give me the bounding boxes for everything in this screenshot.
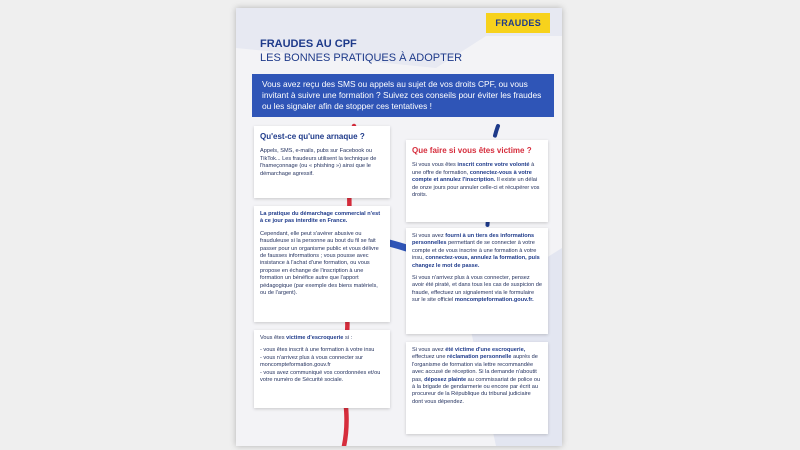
card-what-is-scam xyxy=(254,126,390,198)
card-scam-victim xyxy=(406,342,548,434)
text-fragment: Si vous avez xyxy=(412,233,446,239)
intro-banner: Vous avez reçu des SMS ou appels au sujet de vos droits CPF, ou vous invitant à suivre une formation ? Suivez ces conseils pour éviter les fraudes ou les signaler afin de stopper ces tentatives ! xyxy=(252,74,554,117)
fraud-poster xyxy=(236,8,562,446)
text-fragment: si : xyxy=(343,335,353,341)
page-subtitle: LES BONNES PRATIQUES À ADOPTER xyxy=(260,52,463,64)
text-fragment: Si vous n'arrivez plus à vous connecter, pensez avoir été piraté, et dans tous les cas de suspicion de fraude, effectuez un signalement via le formulaire sur le site officiel xyxy=(412,275,542,304)
section-heading-victim: Que faire si vous êtes victime ? xyxy=(412,146,532,155)
text-fragment: Si vous avez xyxy=(412,347,446,353)
text-fragment: Il existe un délai de onze jours pour annuler celle-ci et récupérer vos droits. xyxy=(412,177,540,199)
bullet-item: - vous n'arrivez plus à vous connecter sur moncompteformation.gouv.fr xyxy=(260,354,364,369)
text-fragment: permettant de se connecter à votre compte et de vous inscrire à une formation à votre insu, xyxy=(412,240,537,262)
text-fragment: à une offre de formation, xyxy=(412,162,535,176)
fraudes-badge: FRAUDES xyxy=(486,13,550,33)
text-fragment: effectuez une xyxy=(412,354,448,361)
card-bold-text: La pratique du démarchage commercial n'est à ce jour pas interdite en France. xyxy=(260,211,381,225)
bullet-item: - vous avez communiqué vos coordonnées et/ou votre numéro de Sécurité sociale. xyxy=(260,369,381,384)
page-title: FRAUDES AU CPF xyxy=(260,38,357,50)
bullet-item: - vous êtes inscrit à une formation à votre insu xyxy=(260,347,375,354)
text-fragment: au commissariat de police ou à la brigade de gendarmerie ou encore par écrit au procureur de la République du tribunal judiciaire dont vous dépendez. xyxy=(412,376,541,405)
bold-fragment: fourni à un tiers des informations personnelles xyxy=(412,233,535,247)
card-victim-criteria xyxy=(254,330,390,408)
bold-fragment: été victime d'une escroquerie, xyxy=(445,347,526,353)
text-fragment: Si vous vous êtes xyxy=(412,162,458,169)
bold-fragment: déposez plainte xyxy=(424,376,467,383)
card-text: Cependant, elle peut s'avérer abusive ou frauduleuse si la personne au bout du fil se fait passer pour un organisme public et vous délivre de fausses informations ; vous pousse avec insistance à l'achat d'une formation, ou vous propose en échange de l'inscription à une formation un bénéfice autre que l'apport pédagogique (par exemple des biens matériels, ou de l'argent). xyxy=(260,230,379,297)
bold-fragment: connectez-vous à votre compte et annulez l'inscription. xyxy=(412,169,532,184)
text-fragment: auprès de l'organisme de formation via lettre recommandée avec accusé de réception. Si la demande n'aboutit pas, xyxy=(412,354,538,383)
card-what-to-do xyxy=(406,140,548,222)
bold-fragment: inscrit contre votre volonté xyxy=(457,162,530,169)
bold-fragment: connectez-vous, annulez la formation, puis changez le mot de passe. xyxy=(412,255,540,269)
card-text: Appels, SMS, e-mails, pubs sur Facebook ou TikTok... Les fraudeurs utilisent la technique de l'hameçonnage (ou « phishing ») ainsi que le démarchage agressif. xyxy=(260,148,377,177)
card-personal-info xyxy=(406,228,548,334)
bold-fragment: victime d'escroquerie xyxy=(286,335,344,341)
card-heading: Qu'est-ce qu'une arnaque ? xyxy=(260,132,365,141)
card-commercial-canvassing xyxy=(254,206,390,322)
text-fragment: Vous êtes xyxy=(260,335,287,341)
website-link-text: moncompteformation.gouv.fr. xyxy=(454,297,534,304)
bold-fragment: réclamation personnelle xyxy=(447,354,512,361)
